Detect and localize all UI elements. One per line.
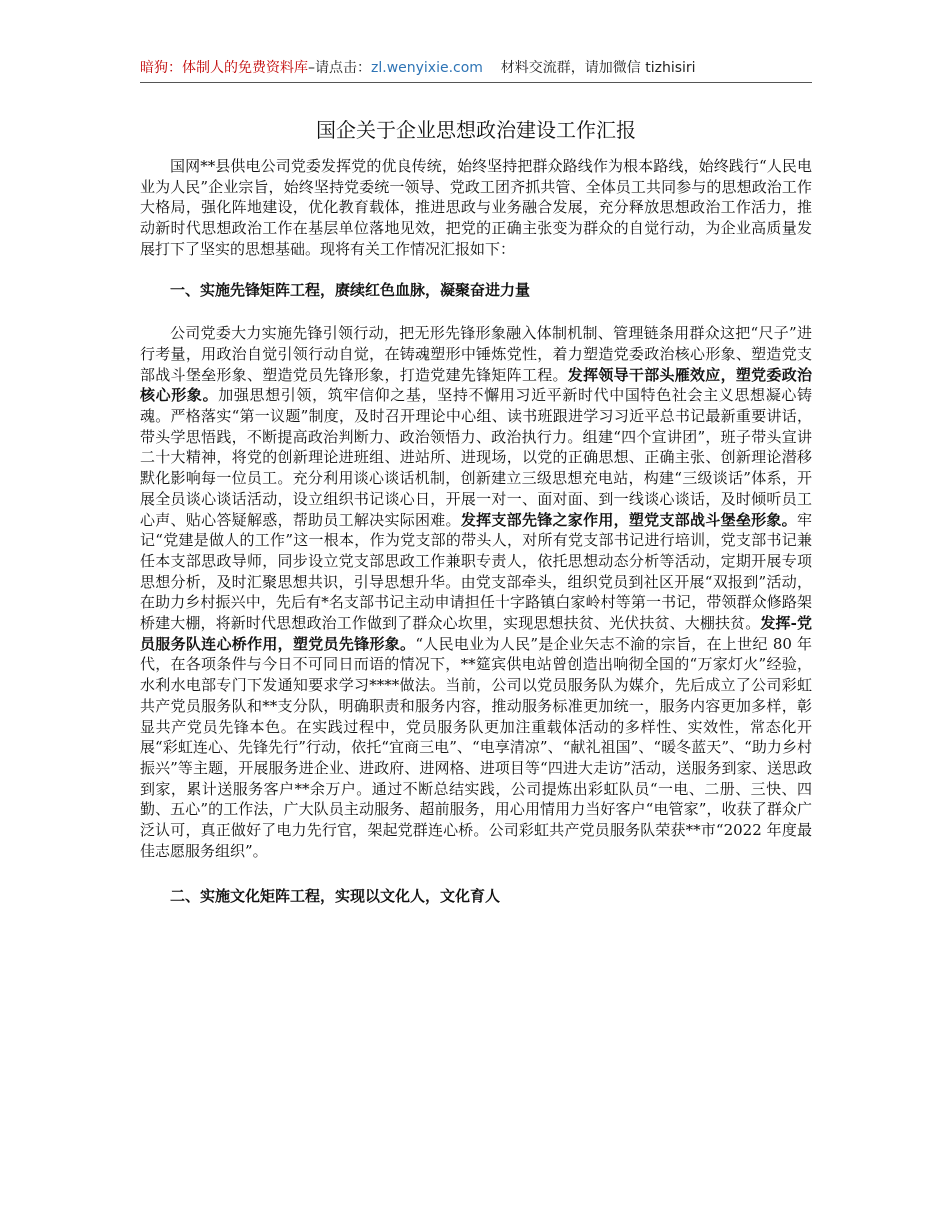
section1-paragraph — [140, 323, 812, 861]
s1-bold-3: 发挥-党员服务队连心桥作用，塑党员先锋形象。 — [140, 614, 812, 653]
s1-bold-2: 发挥支部先锋之家作用，塑党支部战斗堡垒形象。 — [460, 510, 797, 529]
brand-text: 暗狗：体制人的免费资料库 — [140, 60, 308, 76]
s1-text-3: 牢记“党建是做人的工作”这一根本，作为党支部的带头人，对所有党支部书记进行培训，党支部书记兼任本支部思政导师，同步设立党支部思政工作兼职专责人，依托思想动态分析等活动，定期开展专项思想分析，及时汇聚思想共识，引导思想升华。由党支部牵头，组织党员到社区开展“双报到”活动，在助力乡村振兴中，先后有*名支部书记主动申请担任十字路镇白家岭村等第一书记，带领群众修路架桥建大棚，将新时代思想政治工作做到了群众心坎里，实现思想扶贫、光伏扶贫、大棚扶贫。 — [140, 510, 812, 633]
site-header — [140, 56, 812, 82]
link-prompt: –请点击： — [308, 60, 371, 76]
s1-bold-1: 发挥领导干部头雁效应，塑党委政治核心形象。 — [140, 365, 812, 405]
section-heading-1: 一、实施先锋矩阵工程，赓续红色血脉，凝聚奋进力量 — [170, 280, 531, 299]
site-link[interactable]: zl.wenyixie.com — [371, 60, 483, 76]
header-divider — [140, 82, 812, 83]
s1-text-4: “人民电业为人民”是企业矢志不渝的宗旨，在上世纪 80 年代，在各项条件与今日不可同日而语的情况下，**筵宾供电站曾创造出响彻全国的“万家灯火”经验，水利水电部专门下发通知要求学习****做法。当前，公司以党员服务队为媒介，先后成立了公司彩虹共产党员服务队和**支分队，明确职责和服务内容，推动服务标准更加统一，服务内容更加多样，彰显共产党员先锋本色。在实践过程中，党员服务队更加注重载体活动的多样性、实效性，常态化开展“彩虹连心、先锋先行”行动，依托“宜商三电”、“电享清凉”、“献礼祖国”、“暖冬蓝天”、“助力乡村振兴”等主题，开展服务进企业、进政府、进网格、进项目等“四进大走访”活动，送服务到家、送思政到家，累计送服务客户**余万户。通过不断总结实践，公司提炼出彩虹队员“一电、二册、三快、四勤、五心”的工作法，广大队员主动服务、超前服务，用心用情用力当好客户“电管家”，收获了群众广泛认可，真正做好了电力先行官，架起党群连心桥。公司彩虹共产党员服务队荣获**市“2022 年度最佳志愿服务组织”。 — [140, 634, 812, 860]
contact-text: 材料交流群，请加微信 tizhisiri — [500, 60, 696, 76]
document-title: 国企关于企业思想政治建设工作汇报 — [316, 118, 636, 142]
section-heading-2: 二、实施文化矩阵工程，实现以文化人，文化育人 — [170, 886, 501, 905]
s1-text-2: 加强思想引领，筑牢信仰之基，坚持不懈用习近平新时代中国特色社会主义思想凝心铸魂。严格落实“第一议题”制度，及时召开理论中心组、读书班跟进学习习近平总书记最新重要讲话，带头学思悟践，不断提高政治判断力、政治领悟力、政治执行力。组建“四个宣讲团”，班子带头宣讲二十大精神，将党的创新理论进班组、进站所、进现场，以党的正确思想、正确主张、创新理论潜移默化影响每一位员工。充分利用谈心谈话机制，创新建立三级思想充电站，构建“三级谈话”体系，开展全员谈心谈话活动，设立组织书记谈心日，开展一对一、面对面、到一线谈心谈话，及时倾听员工心声、贴心答疑解惑，帮助员工解决实际困难。 — [140, 386, 812, 529]
document-body — [140, 156, 812, 906]
s1-text-1: 公司党委大力实施先锋引领行动，把无形先锋形象融入体制机制、管理链条用群众这把“尺子”进行考量，用政治自觉引领行动自觉，在铸魂塑形中锤炼党性，着力塑造党委政治核心形象、塑造党支部战斗堡垒形象、塑造党员先锋形象，打造党建先锋矩阵工程。 — [140, 324, 812, 384]
intro-paragraph: 国网**县供电公司党委发挥党的优良传统，始终坚持把群众路线作为根本路线，始终践行“人民电业为人民”企业宗旨，始终坚持党委统一领导、党政工团齐抓共管、全体员工共同参与的思想政治工作大格局，强化阵地建设，优化教育载体，推进思政与业务融合发展，充分释放思想政治工作活力，推动新时代思想政治工作在基层单位落地见效，把党的正确主张变为群众的自觉行动，为企业高质量发展打下了坚实的思想基础。现将有关工作情况汇报如下： — [140, 157, 812, 258]
